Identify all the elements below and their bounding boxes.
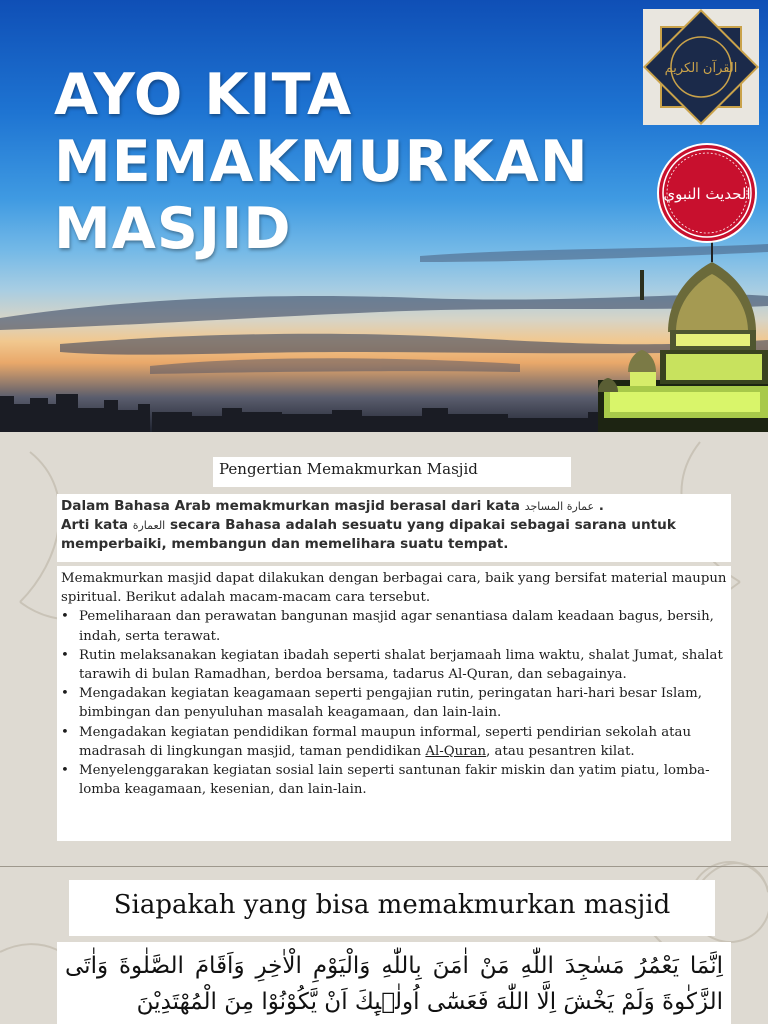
definition-box bbox=[57, 494, 731, 562]
list-item: • Pemeliharaan dan perawatan bangunan masjid agar senantiasa dalam keadaan bagus, bersih, indah, serta terawat. bbox=[61, 607, 727, 645]
definition-line-2-start: Arti kata bbox=[61, 517, 128, 533]
arabic-term-al-imarah: العمارة bbox=[132, 519, 166, 532]
hadith-seal-logo bbox=[655, 141, 759, 245]
list-item-text: Mengadakan kegiatan pendidikan formal maupun informal, seperti pendirian sekolah atau madrasah di lingkungan masjid, taman pendidikan bbox=[79, 724, 692, 759]
question-title: Siapakah yang bisa memakmurkan masjid bbox=[69, 880, 715, 936]
ways-content-box bbox=[57, 566, 731, 841]
list-item: • Menyelenggarakan kegiatan sosial lain seperti santunan fakir miskin dan yatim piatu, lomba-lomba keagamaan, kesenian, dan lain-lain. bbox=[61, 761, 727, 799]
definition-line-1-text: Dalam Bahasa Arab memakmurkan masjid berasal dari kata bbox=[61, 498, 520, 514]
definition-line-1 bbox=[61, 497, 727, 516]
definition-line-3: memperbaiki, membangun dan memelihara suatu tempat. bbox=[61, 536, 509, 552]
svg-text:القرآن الكريم: القرآن الكريم bbox=[664, 61, 738, 76]
section-heading: Pengertian Memakmurkan Masjid bbox=[213, 457, 571, 487]
list-item-text-end: , atau pesantren kilat. bbox=[486, 743, 635, 759]
banner bbox=[0, 0, 768, 432]
al-quran-link[interactable]: Al-Quran bbox=[425, 743, 487, 759]
banner-title-line-2: MEMAKMURKAN bbox=[54, 129, 589, 195]
quran-verse-box bbox=[57, 942, 731, 1024]
list-item bbox=[61, 723, 727, 761]
banner-title bbox=[54, 62, 589, 263]
ways-list bbox=[61, 607, 727, 799]
list-item: • Mengadakan kegiatan keagamaan seperti pengajian rutin, peringatan hari-hari besar Islam, bimbingan dan penyuluhan masalah keagamaan, dan lain-lain. bbox=[61, 684, 727, 722]
svg-text:الحديث النبوي: الحديث النبوي bbox=[663, 185, 751, 203]
arabic-term-imaratul-masajid: عمارة المساجد bbox=[524, 500, 595, 513]
content-intro: Memakmurkan masjid dapat dilakukan dengan berbagai cara, baik yang bersifat material maupun spiritual. Berikut adalah macam-macam cara tersebut. bbox=[61, 571, 727, 606]
section-divider bbox=[0, 866, 768, 867]
definition-line-1-end: . bbox=[598, 498, 604, 514]
definition-line-2-text: secara Bahasa adalah sesuatu yang dipakai sebagai sarana untuk bbox=[169, 517, 676, 533]
definition-line-2 bbox=[61, 516, 727, 535]
banner-title-line-1: AYO KITA bbox=[54, 62, 353, 128]
list-item: • Rutin melaksanakan kegiatan ibadah seperti shalat berjamaah lima waktu, shalat Jumat, shalat tarawih di bulan Ramadhan, berdoa bersama, tadarus Al-Quran, dan sebagainya. bbox=[61, 646, 727, 684]
quran-verse-text: اِنَّمَا يَعْمُرُ مَسٰجِدَ اللّٰهِ مَنْ اٰمَنَ بِاللّٰهِ وَالْيَوْمِ الْاٰخِرِ وَاَقَامَ الصَّلٰوةَ وَاٰتَى الزَّكٰوةَ وَلَمْ يَخْشَ اِلَّا اللّٰهَ فَعَسٰٓى اُولٰۤىِٕكَ اَنْ يَّكُوْنُوْا مِنَ الْمُهْتَدِيْنَ bbox=[65, 953, 723, 1015]
banner-title-line-3: MASJID bbox=[54, 196, 292, 262]
al-quran-calligraphy-logo bbox=[643, 9, 759, 125]
cloud-bands bbox=[0, 294, 768, 354]
city-skyline bbox=[0, 394, 608, 432]
mosque-illustration bbox=[598, 231, 768, 432]
